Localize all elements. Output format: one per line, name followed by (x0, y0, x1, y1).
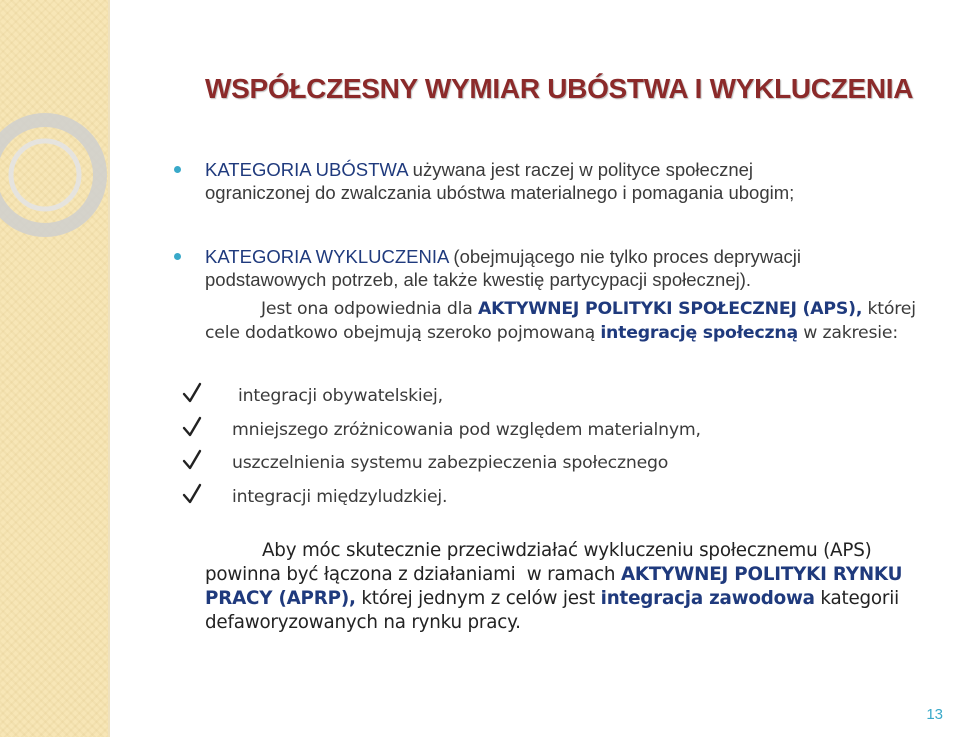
aprp-middle: której jednym z celów jest (355, 588, 601, 609)
aps-middle: której cele dodatkowo obejmują szeroko pojmowaną (205, 299, 916, 343)
checklist-item-text: integracji obywatelskiej, (238, 386, 443, 406)
page-number: 13 (926, 706, 943, 723)
aprp-prefix: powinna być łączona z działaniami w ramach (205, 564, 621, 585)
aps-bold-term: AKTYWNEJ POLITYKI SPOŁECZNEJ (APS), (477, 299, 863, 319)
aprp-line1: Aby móc skutecznie przeciwdziałać wykluczeniu społecznemu (APS) (262, 540, 872, 561)
exclusion-text-line1: (obejmującego nie tylko proces deprywacji (448, 246, 801, 267)
aprp-paragraph (205, 539, 955, 635)
aps-paragraph (205, 298, 945, 345)
checklist-item (180, 383, 701, 417)
decorative-rings-icon (0, 100, 130, 290)
poverty-text-line2: ograniczonej do zwalczania ubóstwa materialnego i pomagania ubogim; (205, 182, 795, 203)
checklist-item (180, 484, 701, 518)
checklist-item-text: mniejszego zróżnicowania pod względem materialnym, (232, 419, 701, 440)
bullet-poverty-category (205, 158, 935, 204)
bullet-dot-icon (174, 166, 181, 173)
slide-title: WSPÓŁCZESNY WYMIAR UBÓSTWA I WYKLUCZENIA (205, 73, 914, 104)
social-integration-term: integrację społeczną (600, 322, 798, 343)
aprp-suffix: kategorii defaworyzowanych na rynku pracy. (205, 588, 899, 633)
checkmark-icon (182, 483, 202, 505)
checkmark-icon (182, 416, 202, 438)
checklist-item-text: uszczelnienia systemu zabezpieczenia społecznego (232, 453, 669, 473)
checkmark-icon (182, 449, 202, 471)
checklist-item-text: integracji międzyludzkiej. (232, 486, 448, 507)
exclusion-text-line2: podstawowych potrzeb, ale także kwestię partycypacji społecznej). (205, 269, 752, 290)
integration-checklist (180, 383, 701, 517)
poverty-keyword: KATEGORIA UBÓSTWA (205, 159, 408, 180)
checklist-item (180, 450, 701, 484)
checklist-item (180, 417, 701, 451)
poverty-text-line1: używana jest raczej w polityce społecznej (407, 159, 754, 180)
bullet-dot-icon (174, 253, 181, 260)
bullet-exclusion-category (205, 245, 935, 291)
aps-suffix: w zakresie: (803, 322, 898, 343)
vocational-integration-term: integracja zawodowa (600, 588, 815, 609)
aps-prefix: Jest ona odpowiednia dla (261, 299, 478, 319)
aprp-bold-term: AKTYWNEJ POLITYKI RYNKU PRACY (APRP), (205, 564, 903, 609)
checkmark-icon (182, 382, 202, 404)
exclusion-keyword: KATEGORIA WYKLUCZENIA (205, 246, 449, 267)
